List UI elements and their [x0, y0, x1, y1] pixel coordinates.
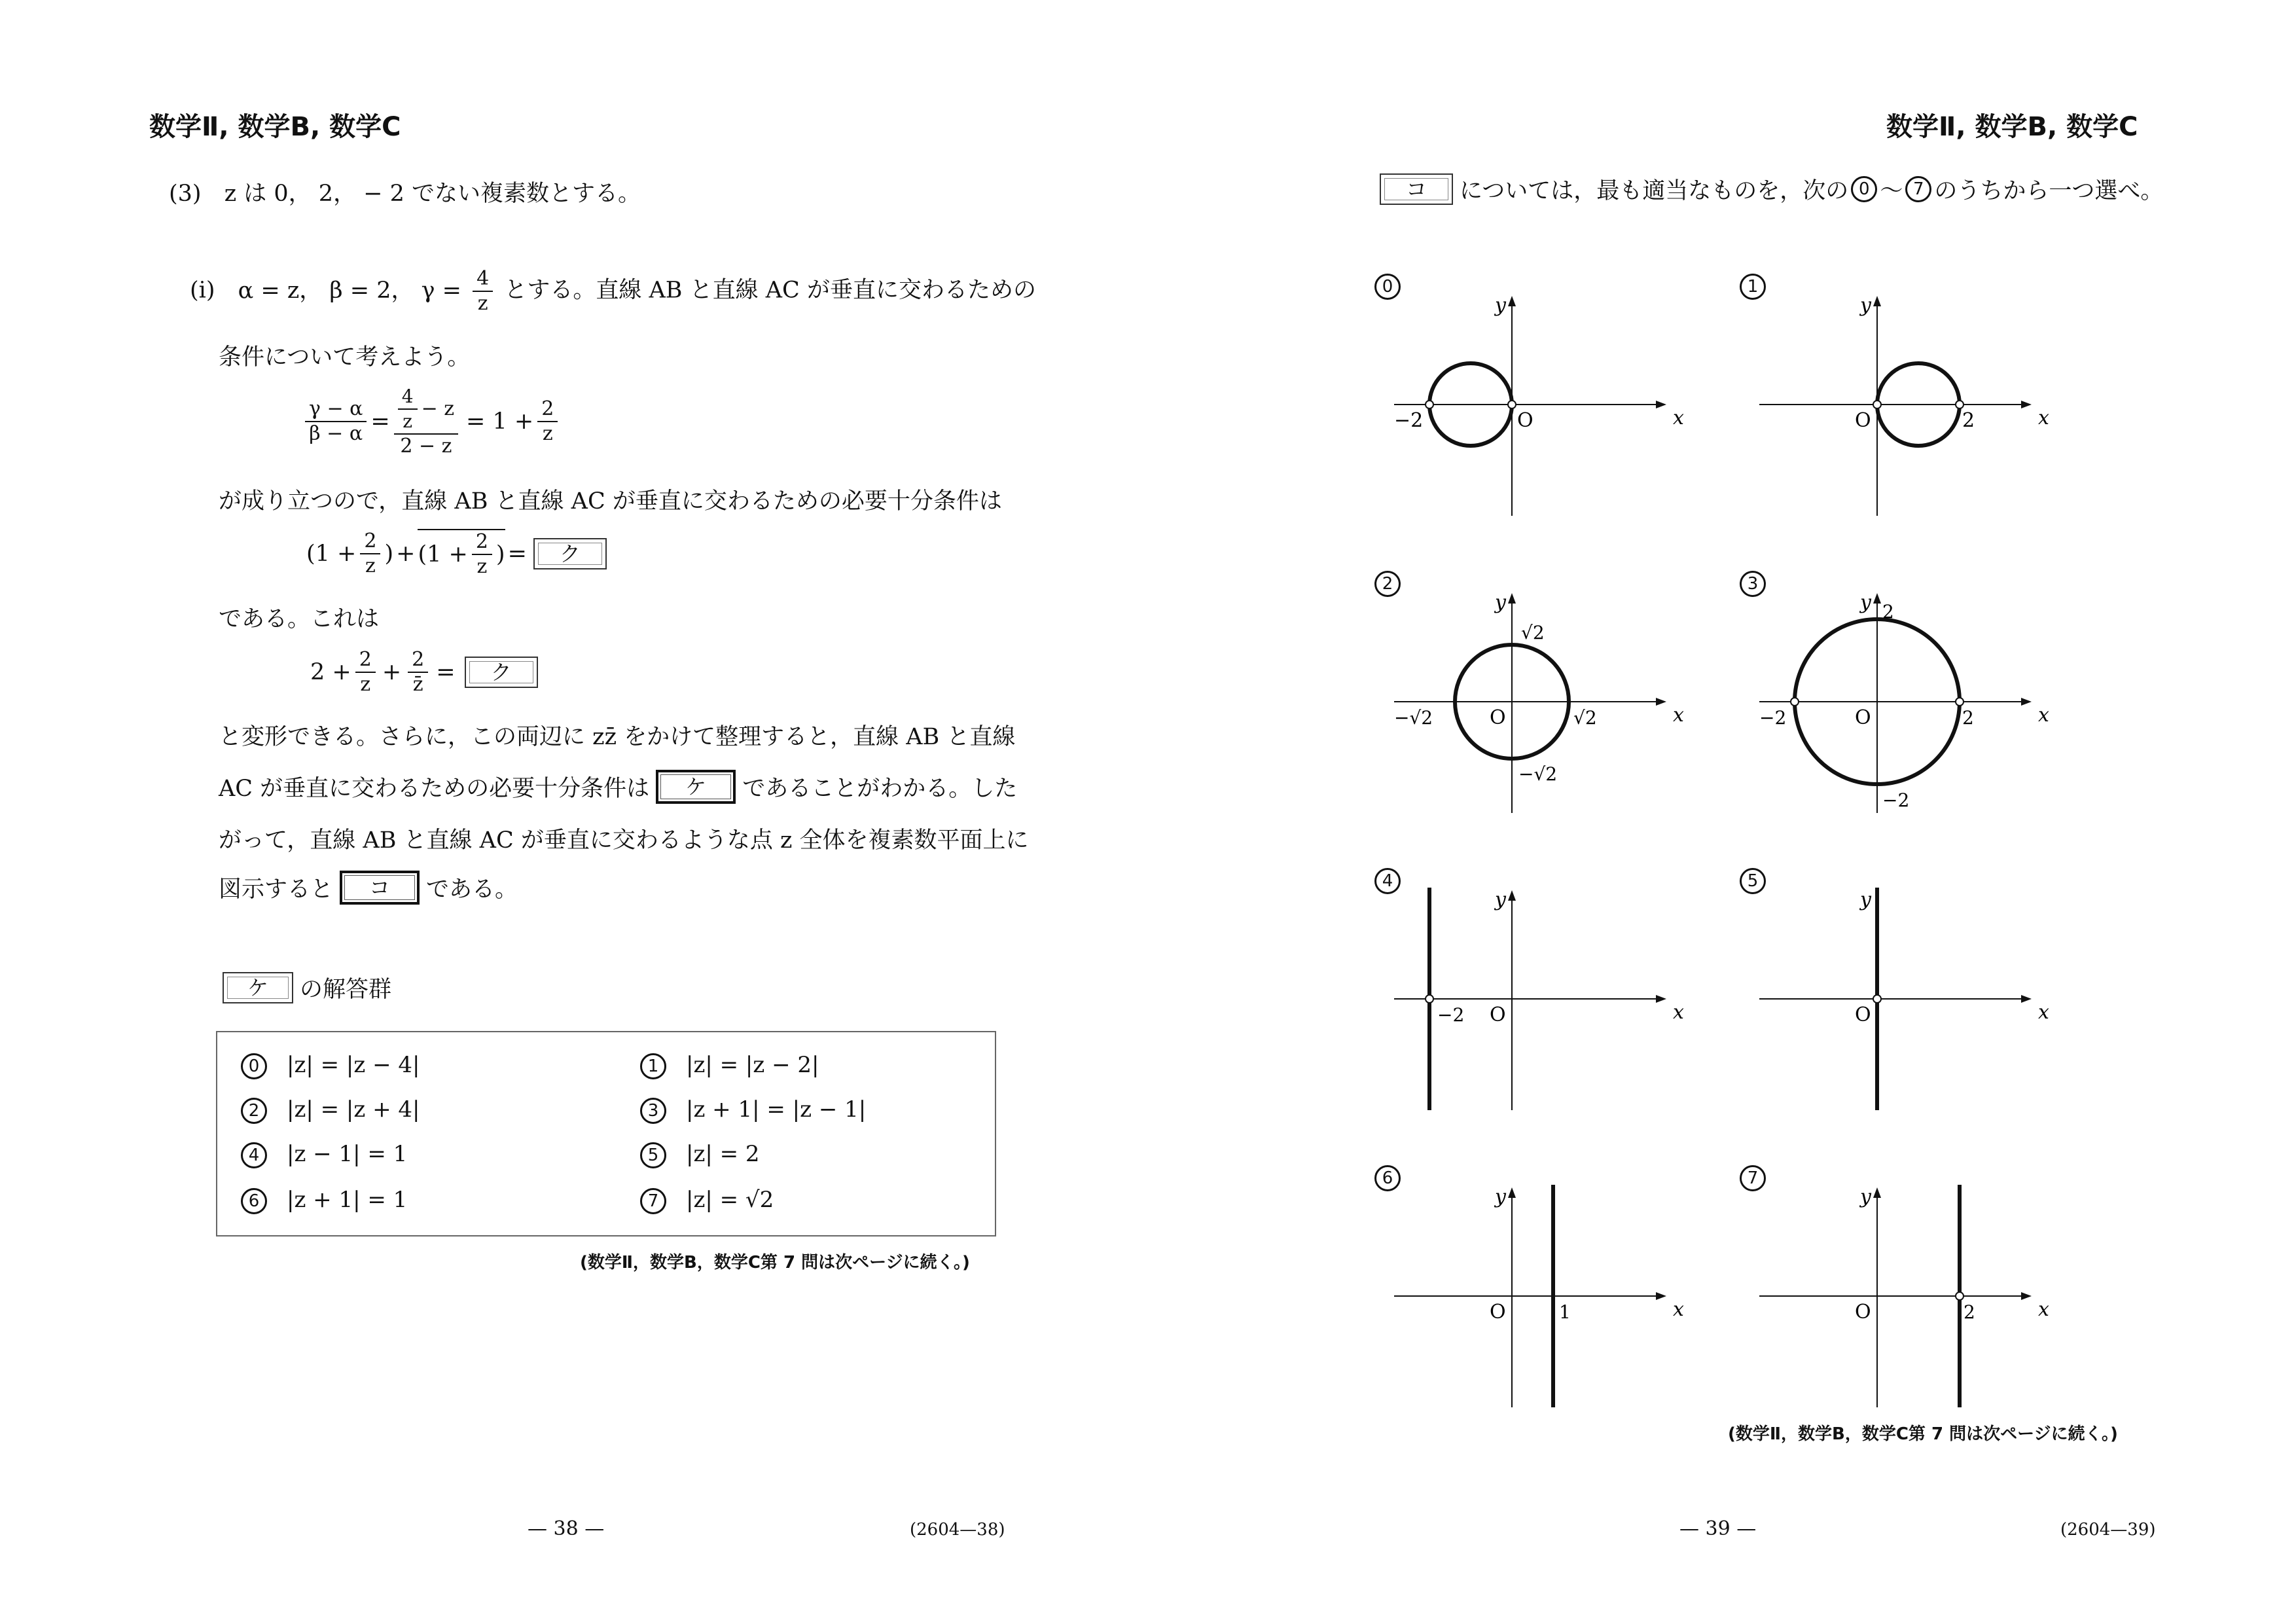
graph-option-3[interactable]: [1740, 571, 2054, 820]
excluded-point: [1873, 401, 1881, 408]
circled-number: 6: [241, 1188, 267, 1214]
graph-option-5[interactable]: [1740, 868, 2054, 1117]
eq2-num-1: 2: [360, 530, 380, 554]
x-label: x: [2038, 406, 2049, 429]
sub-i-line1: [190, 267, 1036, 316]
graph-1-svg: [1740, 274, 2054, 522]
part-3-marker: (3): [169, 181, 202, 207]
page-code-left: (2604—38): [910, 1520, 1005, 1540]
paren-open-2: (1 +: [418, 541, 468, 568]
answer-box-ko[interactable]: コ: [340, 871, 420, 905]
x-axis-arrow: [1656, 995, 1666, 1003]
paragraph-line-3: がって，直線 AB と直線 AC が垂直に交わるような点 z 全体を複素数平面上に: [219, 827, 1029, 854]
x-axis-arrow: [2021, 1292, 2032, 1300]
x-axis-arrow: [2021, 995, 2032, 1003]
origin-label: O: [1517, 409, 1534, 432]
tick-label-bottom: −2: [1882, 789, 1910, 811]
option-text: |z| = 2: [686, 1141, 760, 1167]
y-axis-arrow: [1873, 1187, 1881, 1198]
eq3-den-2: z̄: [412, 673, 423, 696]
graph-option-4[interactable]: [1374, 868, 1689, 1117]
instruction-end: のうちから一つ選べ。: [1934, 178, 2164, 204]
y-label: y: [1860, 1185, 1871, 1208]
tick-label-left: −2: [1759, 707, 1787, 729]
page-number-right: — 39 —: [1679, 1517, 1757, 1540]
x-label: x: [1673, 704, 1684, 727]
y-axis-arrow: [1873, 593, 1881, 604]
graph-2-svg: [1374, 571, 1689, 820]
excluded-point: [1426, 401, 1433, 408]
origin-label: O: [1855, 1003, 1871, 1026]
tick-label-top: √2: [1521, 622, 1545, 643]
option-text: |z + 1| = |z − 1|: [686, 1096, 867, 1123]
eq2-den-1: z: [365, 554, 376, 577]
lhs-den: β − α: [309, 422, 363, 445]
circled-number: 1: [640, 1053, 666, 1079]
circled-number: 4: [1374, 868, 1401, 894]
circled-number: 4: [241, 1142, 267, 1168]
y-axis-arrow: [1508, 890, 1516, 901]
para2-text-a: AC が垂直に交わるための必要十分条件は: [219, 776, 650, 802]
x-label: x: [1673, 1298, 1684, 1321]
tick-label-bottom: −√2: [1518, 763, 1558, 785]
graph-option-1[interactable]: [1740, 274, 2054, 522]
y-axis-arrow: [1508, 296, 1516, 306]
eq2-den-2: z: [476, 555, 488, 578]
option-0[interactable]: [241, 1052, 420, 1079]
eq3-num-2: 2: [408, 648, 428, 673]
origin-label: O: [1855, 1301, 1871, 1324]
y-label: y: [1495, 1185, 1506, 1208]
frac-den: z: [477, 292, 488, 315]
sub-i-definitions: α = z， β = 2， γ =: [238, 277, 462, 304]
sub-i-line2: 条件について考えよう。: [219, 344, 471, 370]
part-3: [169, 175, 641, 208]
page-header-right: 数学Ⅱ, 数学B, 数学C: [1886, 112, 2138, 142]
x-label: x: [2038, 1298, 2049, 1321]
paren-close-1: ): [384, 541, 394, 567]
paren-close-2: ): [495, 541, 505, 568]
part-3-text: z は 0， 2， − 2 でない複素数とする。: [224, 181, 641, 207]
circled-number: 5: [640, 1142, 666, 1168]
eq3-fraction-2: [408, 648, 428, 696]
continued-note-left: (数学Ⅱ，数学B，数学C第 7 問は次ページに続く。): [580, 1253, 970, 1272]
fraction-4-over-z: [473, 267, 493, 316]
origin-label: O: [1490, 1003, 1506, 1026]
equation-ratio: [301, 385, 562, 458]
right-page: [1148, 0, 2296, 1624]
mid-num-rest: − z: [421, 397, 455, 420]
graph-option-6[interactable]: [1374, 1165, 1689, 1414]
eq3-den-1: z: [360, 673, 371, 696]
graph-option-2[interactable]: [1374, 571, 1689, 820]
condition-line: が成り立つので，直線 AB と直線 AC が垂直に交わるための必要十分条件は: [219, 488, 1002, 514]
x-axis-arrow: [1656, 401, 1666, 408]
paragraph-line-2: [219, 770, 1017, 804]
ke-label-box: ケ: [223, 972, 293, 1003]
tick-label: 1: [1559, 1301, 1571, 1323]
graph-5-svg: [1740, 868, 2054, 1117]
x-axis-arrow: [2021, 698, 2032, 706]
page-number-left: — 38 —: [528, 1517, 605, 1540]
x-axis-arrow: [1656, 698, 1666, 706]
circled-number: 0: [1374, 274, 1401, 300]
rhs-den: z: [542, 422, 553, 445]
kore-line: である。これは: [219, 606, 380, 632]
graph-3-svg: [1740, 571, 2054, 820]
sub-i-marker: (i): [190, 277, 215, 304]
x-label: x: [1673, 406, 1684, 429]
mid-den: 2 − z: [400, 435, 452, 458]
y-label: y: [1860, 888, 1871, 911]
option-text: |z + 1| = 1: [287, 1187, 408, 1213]
circled-number: 2: [241, 1098, 267, 1124]
excluded-point: [1791, 698, 1799, 706]
ko-label-box: コ: [1380, 173, 1453, 205]
origin-label: O: [1490, 1301, 1506, 1324]
option-5[interactable]: [640, 1141, 760, 1168]
para2-text-b: であることがわかる。した: [742, 776, 1018, 802]
circled-number: 7: [640, 1188, 666, 1214]
y-label: y: [1860, 591, 1871, 614]
equals-sign: =: [507, 541, 527, 567]
circled-number-to: 7: [1905, 176, 1931, 202]
circled-number: 0: [241, 1053, 267, 1079]
graph-option-0[interactable]: [1374, 274, 1689, 522]
equals-sign: =: [370, 408, 390, 435]
circled-number: 3: [1740, 571, 1766, 597]
continued-note-right: (数学Ⅱ，数学B，数学C第 7 問は次ページに続く。): [1728, 1424, 2118, 1444]
page-code-right: (2604—39): [2060, 1520, 2156, 1540]
origin-label: O: [1855, 409, 1871, 432]
x-label: x: [2038, 1001, 2049, 1024]
y-label: y: [1495, 294, 1506, 317]
y-label: y: [1495, 888, 1506, 911]
graph-option-7[interactable]: [1740, 1165, 2054, 1414]
circled-number-from: 0: [1851, 176, 1877, 202]
circled-number: 1: [1740, 274, 1766, 300]
mid-fraction: [394, 385, 458, 458]
lhs-num: γ − α: [305, 397, 367, 422]
y-axis-arrow: [1508, 1187, 1516, 1198]
tick-label-top: 2: [1882, 601, 1894, 623]
excluded-point: [1508, 401, 1516, 408]
option-text: |z| = |z − 2|: [686, 1052, 819, 1078]
frac-num: 4: [473, 267, 493, 292]
circled-number: 3: [640, 1098, 666, 1124]
graph-7-svg: [1740, 1165, 2054, 1414]
eq2-num-2: 2: [472, 530, 492, 555]
tick-label: 2: [1964, 1301, 1975, 1323]
eq3-lead: 2 +: [310, 659, 351, 685]
y-axis-arrow: [1508, 593, 1516, 604]
tick-label-left: −√2: [1394, 707, 1433, 729]
instruction-line: [1380, 173, 2163, 206]
eq2-fraction-2: [472, 530, 492, 579]
option-4[interactable]: [241, 1141, 407, 1168]
page-header-left: 数学Ⅱ, 数学B, 数学C: [149, 112, 401, 142]
excluded-point: [1956, 698, 1964, 706]
tick-label-right: 2: [1962, 707, 1974, 729]
excluded-point: [1873, 995, 1881, 1003]
answer-group-text: の解答群: [300, 977, 392, 1003]
option-text: |z| = |z + 4|: [287, 1096, 420, 1123]
tick-label: 2: [1962, 409, 1975, 432]
graph-6-svg: [1374, 1165, 1689, 1414]
origin-label: O: [1490, 706, 1506, 729]
plus-sign: +: [396, 541, 416, 567]
plus-sign: +: [382, 659, 402, 685]
answer-box-ke[interactable]: ケ: [656, 770, 736, 804]
para4-text-b: である。: [426, 876, 518, 903]
excluded-point: [1956, 401, 1964, 408]
excluded-point: [1956, 1292, 1964, 1300]
answer-box-ku[interactable]: ク: [533, 538, 607, 569]
option-7[interactable]: [640, 1187, 774, 1214]
paragraph-line-1: と変形できる。さらに，この両辺に zz̄ をかけて整理すると，直線 AB と直線: [219, 724, 1016, 750]
y-label: y: [1860, 294, 1871, 317]
eq3-num-1: 2: [355, 648, 376, 673]
graph-4-svg: [1374, 868, 1689, 1117]
answer-box-ku-2[interactable]: ク: [465, 657, 538, 688]
excluded-point: [1426, 995, 1433, 1003]
lhs-fraction: [305, 397, 367, 446]
conjugate-group: [418, 529, 505, 579]
origin-label: O: [1855, 706, 1871, 729]
x-axis-arrow: [1656, 1292, 1666, 1300]
rhs-num: 2: [537, 397, 558, 422]
sub-i-text: とする。直線 AB と直線 AC が垂直に交わるための: [504, 277, 1036, 304]
ke-answer-choices: [216, 1031, 996, 1236]
tilde: ～: [1880, 178, 1903, 204]
para4-text-a: 図示すると: [219, 876, 334, 903]
inner-num: 4: [398, 385, 418, 410]
graph-0-svg: [1374, 274, 1689, 522]
instruction-text: については，最も適当なものを，次の: [1460, 178, 1849, 204]
tick-label: −2: [1437, 1004, 1465, 1026]
circled-number: 7: [1740, 1165, 1766, 1191]
option-2[interactable]: [241, 1096, 420, 1124]
inner-fraction: [398, 385, 418, 433]
mid-num: [394, 385, 458, 435]
tick-label-right: √2: [1573, 707, 1597, 729]
eq2-fraction-1: [360, 530, 380, 578]
inner-den: z: [403, 410, 413, 432]
x-axis-arrow: [2021, 401, 2032, 408]
paren-open-1: (1 +: [306, 541, 357, 567]
rhs-fraction: [537, 397, 558, 446]
option-1[interactable]: [640, 1052, 819, 1079]
y-axis-arrow: [1873, 296, 1881, 306]
tick-label: −2: [1394, 409, 1424, 432]
y-label: y: [1495, 591, 1506, 614]
rhs-text: = 1 +: [466, 408, 534, 435]
x-label: x: [1673, 1001, 1684, 1024]
ke-answer-group-label: [223, 971, 391, 1004]
option-text: |z| = |z − 4|: [287, 1052, 420, 1078]
paragraph-line-4: [219, 871, 518, 905]
circled-number: 5: [1740, 868, 1766, 894]
circled-number: 2: [1374, 571, 1401, 597]
equation-simplified: [310, 648, 538, 696]
equation-conjugate-sum: [306, 529, 607, 579]
circled-number: 6: [1374, 1165, 1401, 1191]
option-text: |z − 1| = 1: [287, 1141, 408, 1167]
option-6[interactable]: [241, 1187, 407, 1214]
x-label: x: [2038, 704, 2049, 727]
eq3-fraction-1: [355, 648, 376, 696]
option-text: |z| = √2: [686, 1187, 774, 1213]
option-3[interactable]: [640, 1096, 866, 1124]
equals-sign: =: [436, 659, 456, 685]
